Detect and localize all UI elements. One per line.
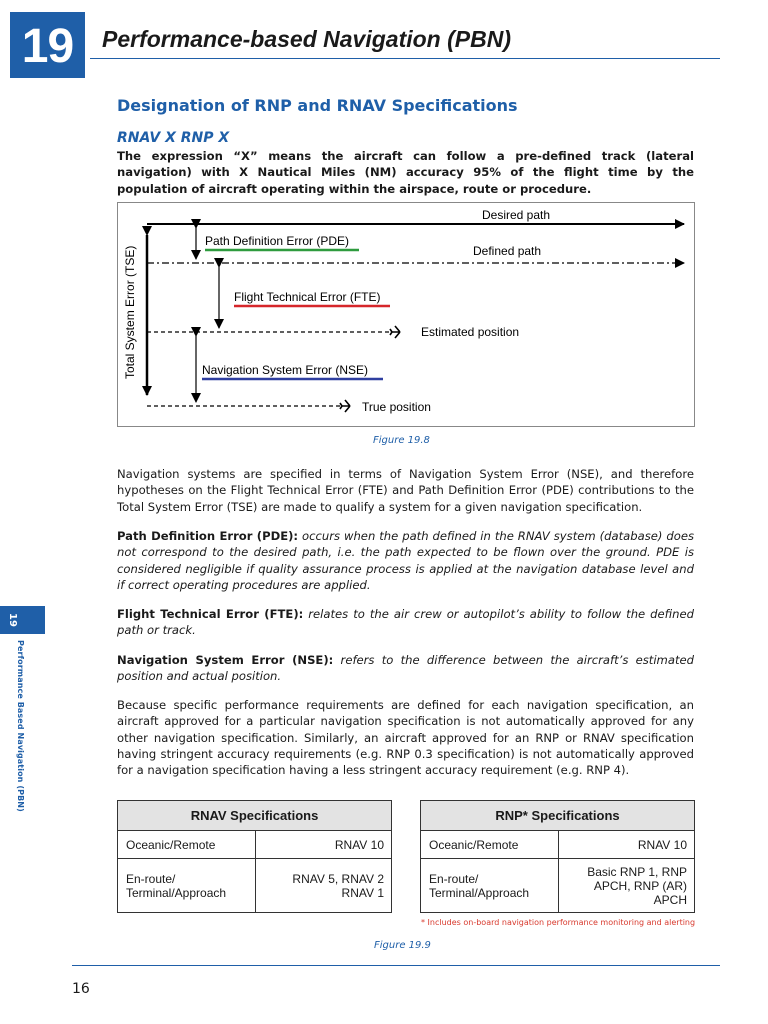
table-row bbox=[421, 831, 695, 859]
tse-diagram-frame bbox=[117, 202, 695, 427]
rnp-area-cell: Oceanic/Remote bbox=[421, 831, 559, 859]
true-position-label: True position bbox=[362, 400, 431, 414]
rnp-footnote: * Includes on-board navigation performance monitoring and alerting bbox=[421, 918, 696, 927]
pde-term: Path Definition Error (PDE): bbox=[117, 529, 299, 543]
rnp-spec-cell: Basic RNP 1, RNP APCH, RNP (AR) APCH bbox=[559, 859, 695, 913]
approval-paragraph: Because specific performance requirements are defined for each navigation specification, an aircraft approved for a particular navigation specification is not automatically approved for any other navigation specification. Similarly, an aircraft approved for an RNP or RNAV specification having stringent accuracy requirements (e.g. RNP 0.3 specification) is not automatically approved for a navigation specification having a less stringent accuracy requirement (e.g. RNP 4). bbox=[117, 698, 694, 778]
fte-paragraph bbox=[117, 606, 694, 639]
rnp-area-cell: En-route/ Terminal/Approach bbox=[421, 859, 559, 913]
rnav-area-cell: En-route/ Terminal/Approach bbox=[118, 859, 256, 913]
estimated-position-label: Estimated position bbox=[421, 325, 520, 339]
rnp-table-header: RNP* Specifications bbox=[421, 801, 695, 831]
rnav-area-cell: Oceanic/Remote bbox=[118, 831, 256, 859]
page-title: Performance-based Navigation (PBN) bbox=[102, 26, 511, 52]
pde-label: Path Definition Error (PDE) bbox=[205, 234, 350, 248]
desired-path-label: Desired path bbox=[482, 208, 551, 222]
intro-paragraph: The expression “X” means the aircraft can follow a pre-defined track (lateral navigation) with X Nautical Miles (NM) accuracy 95% of the flight time by the population of aircraft operating within the airspace, route or procedure. bbox=[117, 149, 694, 196]
chapter-number-box: 19 bbox=[10, 12, 85, 78]
footer-divider bbox=[72, 965, 720, 966]
table-row bbox=[118, 859, 392, 913]
side-tab-number: 19 bbox=[7, 613, 18, 627]
rnav-spec-cell: RNAV 10 bbox=[256, 831, 392, 859]
true-aircraft-icon bbox=[340, 400, 350, 412]
pde-paragraph bbox=[117, 528, 694, 593]
rnav-spec-table bbox=[117, 800, 392, 913]
fte-definition: relates to the air crew or autopilot’s ability to follow the defined path or track. bbox=[117, 607, 694, 638]
nse-definition: refers to the difference between the aircraft’s estimated position and actual position. bbox=[117, 653, 694, 684]
rnav-spec-cell: RNAV 5, RNAV 2 RNAV 1 bbox=[256, 859, 392, 913]
rnav-table-header: RNAV Specifications bbox=[118, 801, 392, 831]
nse-intro-paragraph: Navigation systems are specified in terms of Navigation System Error (NSE), and therefore hypotheses on the Flight Technical Error (FTE) and Path Definition Error (PDE) contributions to the Total System Error (TSE) are made to qualify a system for a given navigation specification. bbox=[117, 467, 694, 514]
defined-path-label: Defined path bbox=[473, 244, 542, 258]
pde-definition: occurs when the path defined in the RNAV system (database) does not correspond to the desired path, i.e. the path expected to be flown over the ground. PDE is considered negligible if quality assurance process is applied at the navigation database level and if correct operating procedures are applied. bbox=[117, 529, 694, 592]
nse-label: Navigation System Error (NSE) bbox=[202, 363, 369, 377]
page-number: 16 bbox=[72, 981, 90, 997]
figure-19-8-caption: Figure 19.8 bbox=[373, 435, 430, 446]
fte-label: Flight Technical Error (FTE) bbox=[234, 290, 381, 304]
header-divider bbox=[90, 58, 720, 59]
estimated-aircraft-icon bbox=[390, 326, 400, 338]
table-row bbox=[118, 831, 392, 859]
nse-term: Navigation System Error (NSE): bbox=[117, 653, 334, 667]
subsection-title: RNAV X RNP X bbox=[117, 130, 230, 146]
tse-diagram bbox=[118, 203, 694, 426]
rnp-spec-table bbox=[420, 800, 695, 913]
section-title: Designation of RNP and RNAV Specifications bbox=[117, 96, 518, 115]
side-tab-label: Performance Based Navigation (PBN) bbox=[16, 640, 25, 812]
tse-label: Total System Error (TSE) bbox=[123, 245, 137, 379]
table-row bbox=[421, 859, 695, 913]
fte-term: Flight Technical Error (FTE): bbox=[117, 607, 304, 621]
rnp-spec-cell: RNAV 10 bbox=[559, 831, 695, 859]
nse-paragraph bbox=[117, 652, 694, 685]
figure-19-9-caption: Figure 19.9 bbox=[374, 940, 431, 951]
